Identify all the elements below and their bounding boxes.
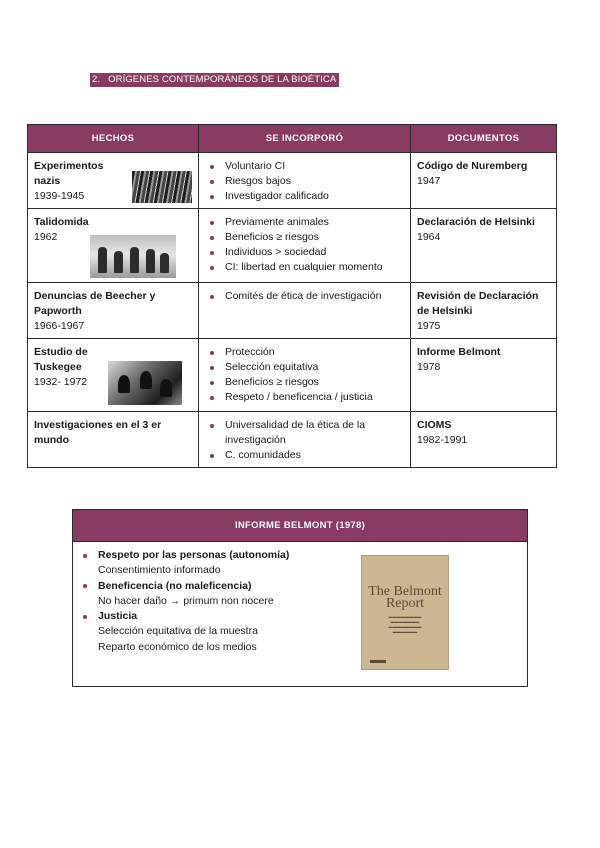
list-item bbox=[98, 548, 289, 579]
incorporated-cell bbox=[199, 339, 411, 412]
belmont-header: INFORME BELMONT (1978) bbox=[73, 510, 527, 542]
incorporated-cell bbox=[199, 153, 411, 209]
incorporated-cell bbox=[199, 283, 411, 339]
document-cell bbox=[411, 412, 557, 468]
incorporated-cell bbox=[199, 209, 411, 283]
section-number: 2. bbox=[92, 74, 101, 85]
document-cell bbox=[411, 283, 557, 339]
fact-title: Estudio de Tuskegee bbox=[34, 346, 88, 373]
belmont-report-box bbox=[72, 509, 528, 687]
header-facts: HECHOS bbox=[28, 125, 199, 153]
fact-title: Investigaciones en el 3 er mundo bbox=[34, 419, 162, 446]
document-year: 1982-1991 bbox=[417, 434, 468, 446]
thalidomide-children-photo bbox=[90, 235, 176, 278]
fact-cell bbox=[28, 283, 199, 339]
principle-detail: Selección equitativa de la muestra bbox=[98, 625, 258, 638]
fact-cell bbox=[28, 339, 199, 412]
document-title: Declaración de Helsinki bbox=[417, 216, 535, 228]
document-cell bbox=[411, 339, 557, 412]
document-title: Revisión de Declaración de Helsinki bbox=[417, 290, 539, 317]
list-item: Respeto / beneficencia / justicia bbox=[225, 390, 404, 405]
section-heading bbox=[90, 73, 339, 87]
section-title: ORÍGENES CONTEMPORÁNEOS DE LA BIOÉTICA bbox=[108, 74, 337, 85]
list-item: Protección bbox=[225, 345, 404, 360]
list-item bbox=[98, 579, 289, 610]
list-item: Universalidad de la ética de la investigación bbox=[225, 418, 404, 448]
incorporated-cell bbox=[199, 412, 411, 468]
history-table bbox=[27, 124, 557, 468]
document-title: CIOMS bbox=[417, 419, 452, 431]
list-item bbox=[98, 609, 289, 655]
fact-dates: 1966-1967 bbox=[34, 320, 85, 332]
fact-dates: 1962 bbox=[34, 231, 58, 243]
document-title: Código de Nuremberg bbox=[417, 160, 528, 172]
fact-dates: 1932- 1972 bbox=[34, 376, 88, 388]
fact-dates: 1939-1945 bbox=[34, 190, 85, 202]
book-subtitle-lines: ▬▬▬▬▬▬▬▬ ▬▬▬▬▬▬▬ ▬▬▬▬▬▬▬▬ ▬▬▬▬▬▬ bbox=[388, 614, 422, 634]
fact-cell bbox=[28, 153, 199, 209]
document-cell bbox=[411, 209, 557, 283]
nazi-experiments-photo bbox=[132, 171, 192, 203]
fact-title: Talidomida bbox=[34, 216, 89, 228]
table-row bbox=[28, 153, 557, 209]
list-item: Voluntario CI bbox=[225, 159, 404, 174]
principle-title: Beneficencia (no maleficencia) bbox=[98, 579, 252, 592]
document-cell bbox=[411, 153, 557, 209]
document-title: Informe Belmont bbox=[417, 346, 501, 358]
book-publisher-mark bbox=[370, 660, 386, 663]
header-incorporated: SE INCORPORÓ bbox=[199, 125, 411, 153]
document-year: 1975 bbox=[417, 320, 441, 332]
list-item: Investigador calificado bbox=[225, 189, 404, 204]
table-row bbox=[28, 339, 557, 412]
principle-detail: Reparto económico de los medios bbox=[98, 640, 257, 653]
belmont-body bbox=[73, 542, 527, 686]
tuskegee-study-photo bbox=[108, 361, 182, 405]
list-item: Individuos > sociedad bbox=[225, 245, 404, 260]
principle-detail: No hacer daño → primum non nocere bbox=[98, 594, 274, 607]
list-item: Comités de ética de investigación bbox=[225, 289, 404, 304]
book-title: The Belmont Report bbox=[368, 584, 442, 611]
header-documents: DOCUMENTOS bbox=[411, 125, 557, 153]
fact-cell bbox=[28, 209, 199, 283]
list-item: Previamente animales bbox=[225, 215, 404, 230]
fact-cell bbox=[28, 412, 199, 468]
principle-detail: Consentimiento informado bbox=[98, 564, 221, 577]
document-year: 1978 bbox=[417, 361, 441, 373]
list-item: Beneficios ≥ riesgos bbox=[225, 230, 404, 245]
fact-title: Denuncias de Beecher y Papworth bbox=[34, 290, 156, 317]
table-row bbox=[28, 412, 557, 468]
table-header-row bbox=[28, 125, 557, 153]
list-item: Beneficios ≥ riesgos bbox=[225, 375, 404, 390]
belmont-report-cover-image bbox=[361, 555, 449, 670]
table-row bbox=[28, 209, 557, 283]
table-row bbox=[28, 283, 557, 339]
fact-title: Experimentos nazis bbox=[34, 160, 104, 187]
list-item: CI: libertad en cualquier momento bbox=[225, 260, 404, 275]
list-item: C. comunidades bbox=[225, 448, 404, 463]
principle-title: Respeto por las personas (autonomía) bbox=[98, 549, 290, 561]
document-year: 1947 bbox=[417, 175, 441, 187]
principle-title: Justicia bbox=[98, 610, 138, 623]
belmont-principles-list bbox=[98, 548, 289, 655]
document-year: 1964 bbox=[417, 231, 441, 243]
list-item: Selección equitativa bbox=[225, 360, 404, 375]
list-item: Riesgos bajos bbox=[225, 174, 404, 189]
